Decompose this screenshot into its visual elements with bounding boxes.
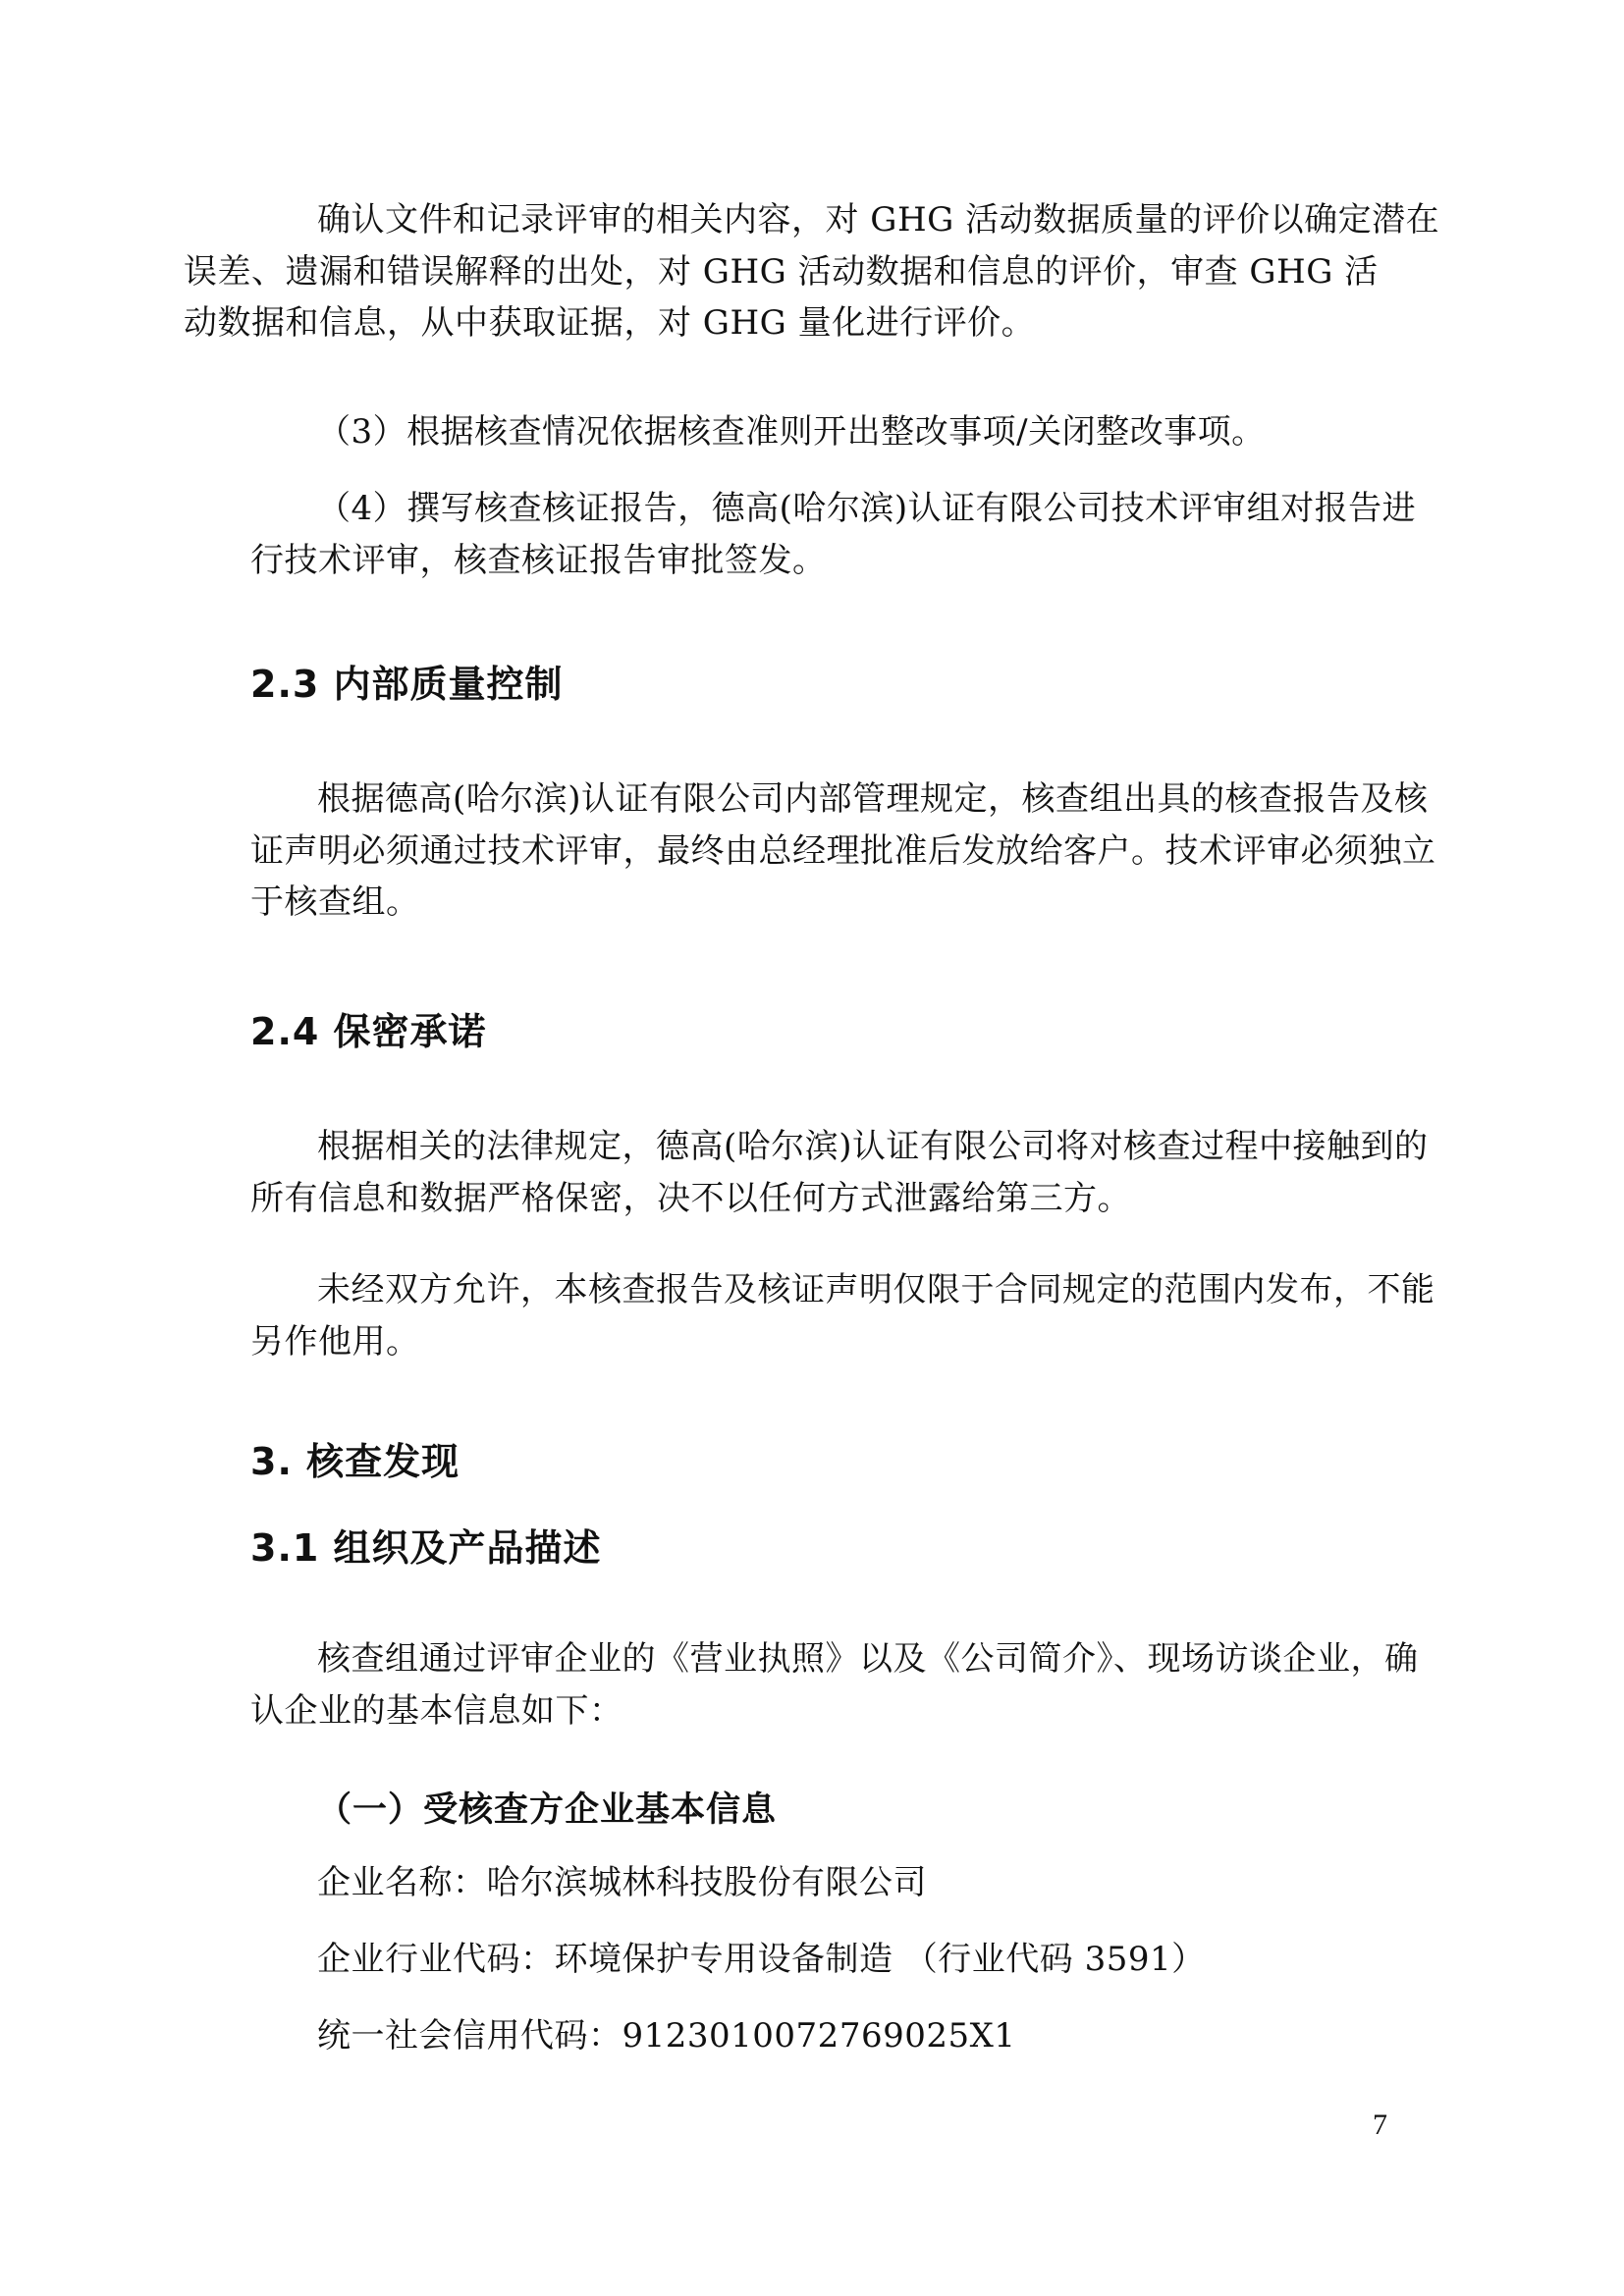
text-line: 动数据和信息，从中获取证据，对 GHG 量化进行评价。	[184, 303, 1036, 344]
text-line: 证声明必须通过技术评审，最终由总经理批准后发放给客户。技术评审必须独立	[250, 830, 1436, 871]
company-industry-code: 企业行业代码：环境保护专用设备制造 （行业代码 3591）	[317, 1940, 1206, 1979]
text-line: （4）撰写核查核证报告，德高(哈尔滨)认证有限公司技术评审组对报告进	[317, 489, 1417, 528]
section-heading-2-3: 2.3 内部质量控制	[250, 663, 564, 706]
section-heading-3: 3. 核查发现	[250, 1440, 460, 1483]
text-line: 于核查组。	[250, 882, 420, 923]
text-line: 行技术评审，核查核证报告审批签发。	[250, 540, 827, 580]
paragraph-usage-restriction	[250, 1264, 1435, 1367]
text-line: 确认文件和记录评审的相关内容，对 GHG 活动数据质量的评价以确定潜在	[317, 200, 1440, 240]
paragraph-step-4	[250, 483, 1456, 586]
text-line: 误差、遗漏和错误解释的出处，对 GHG 活动数据和信息的评价，审查 GHG 活	[184, 251, 1379, 292]
paragraph-step-3	[317, 406, 1456, 458]
text-line: （3）根据核查情况依据核查准则开出整改事项/关闭整改事项。	[317, 412, 1266, 452]
paragraph-verification-basis	[250, 1633, 1419, 1736]
section-heading-3-1: 3.1 组织及产品描述	[250, 1526, 602, 1570]
text-line: 未经双方允许，本核查报告及核证声明仅限于合同规定的范围内发布，不能	[317, 1270, 1435, 1309]
text-line: 核查组通过评审企业的《营业执照》以及《公司简介》、现场访谈企业，确	[317, 1639, 1419, 1679]
text-line: 根据相关的法律规定，德高(哈尔滨)认证有限公司将对核查过程中接触到的	[317, 1127, 1429, 1166]
text-line: 另作他用。	[250, 1321, 420, 1362]
page-number: 7	[1373, 2109, 1387, 2141]
company-name: 企业名称：哈尔滨城林科技股份有限公司	[317, 1863, 927, 1902]
text-line: 根据德高(哈尔滨)认证有限公司内部管理规定，核查组出具的核查报告及核	[317, 779, 1429, 819]
text-line: 所有信息和数据严格保密，决不以任何方式泄露给第三方。	[250, 1178, 1131, 1218]
text-line: 认企业的基本信息如下：	[250, 1690, 623, 1731]
paragraph-confidentiality	[250, 1121, 1429, 1224]
subheading-basic-info: （一）受核查方企业基本信息	[317, 1789, 778, 1830]
paragraph-review-content	[184, 194, 1440, 349]
paragraph-quality-control	[250, 774, 1436, 929]
company-credit-code: 统一社会信用代码：9123010072769025X1	[317, 2016, 1016, 2056]
section-heading-2-4: 2.4 保密承诺	[250, 1010, 487, 1053]
